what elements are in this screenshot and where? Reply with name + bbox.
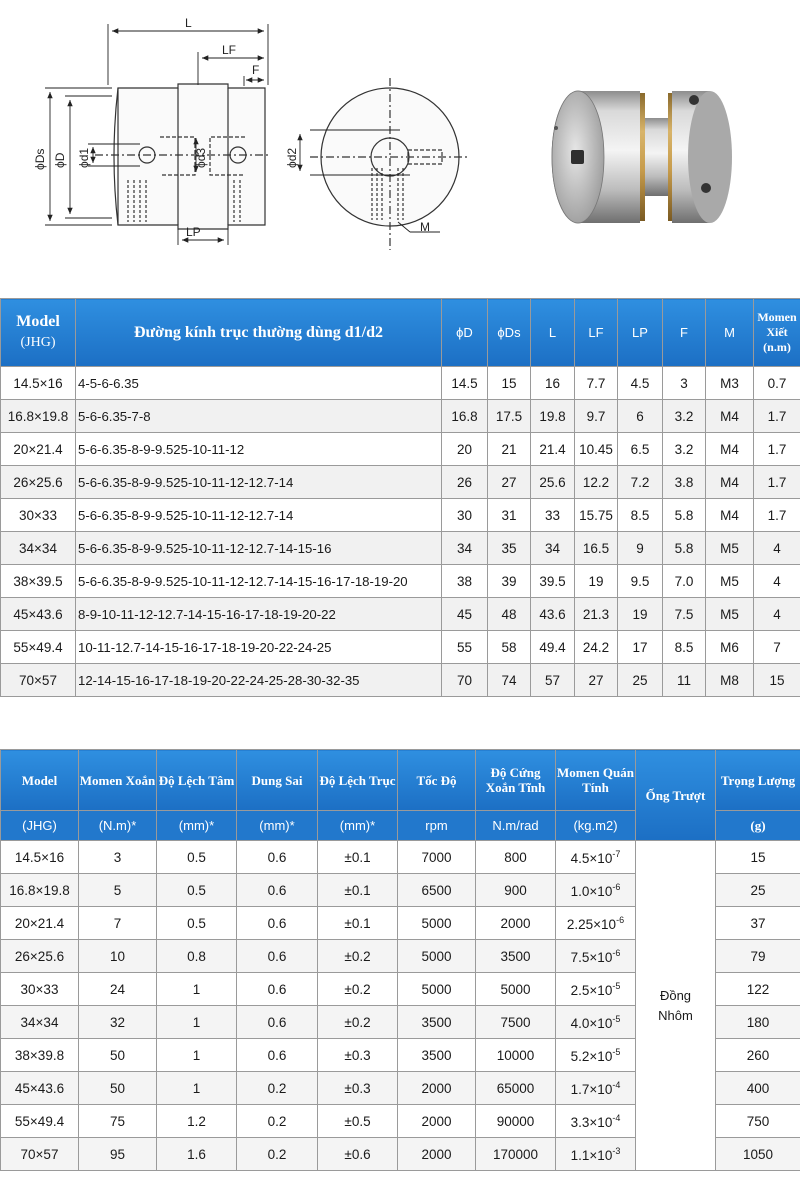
cell-stiffness: 10000 (476, 1039, 556, 1072)
cell-model: 38×39.8 (1, 1039, 79, 1072)
header-weight: Trọng Lượng (716, 750, 800, 811)
cell-model: 14.5×16 (1, 367, 76, 400)
cell-tolerance: 0.2 (237, 1138, 318, 1171)
cell-bores: 10-11-12.7-14-15-16-17-18-19-20-22-24-25 (76, 631, 442, 664)
cell-M: M5 (706, 532, 754, 565)
dim-label-M: M (420, 220, 430, 234)
cell-M: M4 (706, 433, 754, 466)
cell-F: 3.8 (663, 466, 706, 499)
cell-weight: 25 (716, 874, 800, 907)
cell-LF: 9.7 (575, 400, 618, 433)
cell-D: 45 (442, 598, 488, 631)
cell-inertia (556, 907, 636, 940)
cell-tolerance: 0.2 (237, 1105, 318, 1138)
cell-D: 70 (442, 664, 488, 697)
cell-weight: 260 (716, 1039, 800, 1072)
cell-model: 26×25.6 (1, 940, 79, 973)
inertia-exponent: -5 (612, 980, 621, 991)
cell-angular: ±0.1 (318, 841, 398, 874)
cell-weight: 37 (716, 907, 800, 940)
cell-D: 20 (442, 433, 488, 466)
cell-parallel: 0.5 (157, 874, 237, 907)
dim-label-F: F (252, 63, 260, 77)
cell-Ds: 21 (488, 433, 531, 466)
cell-inertia (556, 1105, 636, 1138)
cell-LP: 17 (618, 631, 663, 664)
cell-tolerance: 0.6 (237, 907, 318, 940)
cell-torque: 3 (79, 841, 157, 874)
cell-M: M3 (706, 367, 754, 400)
cell-model: 38×39.5 (1, 565, 76, 598)
cell-model: 20×21.4 (1, 433, 76, 466)
dim-label-LF: LF (222, 43, 237, 57)
cell-angular: ±0.1 (318, 907, 398, 940)
header-tightening-torque: Momen Xiết (n.m) (754, 299, 800, 367)
cell-LP: 4.5 (618, 367, 663, 400)
cell-torque: 5 (79, 874, 157, 907)
inertia-exponent: -5 (612, 1013, 621, 1024)
cell-LF: 16.5 (575, 532, 618, 565)
cell-speed: 3500 (398, 1039, 476, 1072)
cell-angular: ±0.2 (318, 973, 398, 1006)
cell-model: 70×57 (1, 664, 76, 697)
inertia-base: 2.5×10 (570, 982, 613, 998)
cell-F: 8.5 (663, 631, 706, 664)
unit-speed: rpm (398, 811, 476, 841)
cell-F: 11 (663, 664, 706, 697)
cell-torque: 32 (79, 1006, 157, 1039)
header-D: ϕD (442, 299, 488, 367)
cell-Ds: 31 (488, 499, 531, 532)
material-line1: Đồng (659, 987, 692, 1003)
cell-parallel: 1.2 (157, 1105, 237, 1138)
inertia-base: 3.3×10 (570, 1114, 613, 1130)
cell-stiffness: 65000 (476, 1072, 556, 1105)
cell-torque: 4 (754, 598, 800, 631)
cell-M: M8 (706, 664, 754, 697)
coupling-product-illustration (552, 91, 732, 223)
cell-tolerance: 0.6 (237, 973, 318, 1006)
cell-inertia (556, 1006, 636, 1039)
header-M: M (706, 299, 754, 367)
cell-weight: 750 (716, 1105, 800, 1138)
cell-tolerance: 0.6 (237, 1006, 318, 1039)
cell-model: 45×43.6 (1, 598, 76, 631)
header-bore-diameters: Đường kính trục thường dùng d1/d2 (76, 299, 442, 367)
cell-model: 30×33 (1, 973, 79, 1006)
cell-F: 3.2 (663, 433, 706, 466)
inertia-base: 1.1×10 (570, 1147, 613, 1163)
cell-torque: 1.7 (754, 400, 800, 433)
cell-torque: 15 (754, 664, 800, 697)
table-row (1, 841, 800, 874)
unit-stiffness: N.m/rad (476, 811, 556, 841)
table-header-row (1, 299, 800, 367)
cell-bores: 12-14-15-16-17-18-19-20-22-24-25-28-30-32-35 (76, 664, 442, 697)
cell-bores: 4-5-6-6.35 (76, 367, 442, 400)
cell-speed: 5000 (398, 973, 476, 1006)
inertia-base: 1.7×10 (570, 1081, 613, 1097)
cell-Ds: 27 (488, 466, 531, 499)
cell-torque: 50 (79, 1072, 157, 1105)
cell-L: 21.4 (531, 433, 575, 466)
cell-weight: 1050 (716, 1138, 800, 1171)
cell-tolerance: 0.6 (237, 940, 318, 973)
header-torsional-stiffness: Độ Cứng Xoắn Tĩnh (476, 750, 556, 811)
cell-L: 25.6 (531, 466, 575, 499)
cell-tolerance: 0.2 (237, 1072, 318, 1105)
cell-weight: 400 (716, 1072, 800, 1105)
inertia-exponent: -7 (612, 848, 621, 859)
unit-weight: (g) (716, 811, 800, 841)
cell-torque: 1.7 (754, 499, 800, 532)
table-row (1, 367, 800, 400)
table-header-row (1, 750, 800, 811)
cell-LF: 7.7 (575, 367, 618, 400)
cell-parallel: 1 (157, 1072, 237, 1105)
cell-F: 3 (663, 367, 706, 400)
cell-torque: 10 (79, 940, 157, 973)
cell-L: 34 (531, 532, 575, 565)
cell-F: 5.8 (663, 499, 706, 532)
technical-drawings (0, 0, 800, 290)
inertia-base: 1.0×10 (570, 883, 613, 899)
cell-M: M4 (706, 499, 754, 532)
header-model: Model (JHG) (1, 299, 76, 367)
cell-parallel: 0.8 (157, 940, 237, 973)
cell-LP: 6.5 (618, 433, 663, 466)
cell-torque: 7 (754, 631, 800, 664)
cell-L: 49.4 (531, 631, 575, 664)
cell-LF: 27 (575, 664, 618, 697)
cell-Ds: 17.5 (488, 400, 531, 433)
dim-label-d2: ϕd2 (285, 147, 299, 168)
cell-LP: 9.5 (618, 565, 663, 598)
cell-parallel: 1 (157, 1039, 237, 1072)
cell-model: 34×34 (1, 532, 76, 565)
dim-label-d1: ϕd1 (77, 147, 91, 168)
cell-inertia (556, 1138, 636, 1171)
cell-angular: ±0.3 (318, 1072, 398, 1105)
inertia-exponent: -3 (612, 1145, 621, 1156)
cell-model: 55×49.4 (1, 1105, 79, 1138)
table-row (1, 664, 800, 697)
header-sleeve-material: Ống Trượt (636, 750, 716, 841)
cell-LF: 15.75 (575, 499, 618, 532)
header-speed: Tốc Độ (398, 750, 476, 811)
table-row (1, 466, 800, 499)
cell-stiffness: 5000 (476, 973, 556, 1006)
cell-L: 39.5 (531, 565, 575, 598)
cell-speed: 2000 (398, 1105, 476, 1138)
header-L: L (531, 299, 575, 367)
cell-torque: 1.7 (754, 466, 800, 499)
performance-spec-table (0, 749, 800, 1171)
cell-M: M4 (706, 400, 754, 433)
cell-LF: 19 (575, 565, 618, 598)
unit-tolerance: (mm)* (237, 811, 318, 841)
inertia-base: 4.0×10 (570, 1015, 613, 1031)
inertia-exponent: -6 (612, 947, 621, 958)
unit-inertia: (kg.m2) (556, 811, 636, 841)
cell-angular: ±0.5 (318, 1105, 398, 1138)
cell-LF: 10.45 (575, 433, 618, 466)
cell-inertia (556, 973, 636, 1006)
cell-model: 30×33 (1, 499, 76, 532)
dim-label-Ds: ϕDs (33, 148, 47, 170)
header-Ds: ϕDs (488, 299, 531, 367)
cell-speed: 7000 (398, 841, 476, 874)
cell-speed: 2000 (398, 1138, 476, 1171)
cell-F: 3.2 (663, 400, 706, 433)
header-LF: LF (575, 299, 618, 367)
cell-L: 33 (531, 499, 575, 532)
cell-Ds: 39 (488, 565, 531, 598)
cell-Ds: 58 (488, 631, 531, 664)
cell-L: 43.6 (531, 598, 575, 631)
cell-D: 55 (442, 631, 488, 664)
cell-tolerance: 0.6 (237, 841, 318, 874)
cell-torque: 1.7 (754, 433, 800, 466)
table-row (1, 598, 800, 631)
cell-D: 30 (442, 499, 488, 532)
cell-M: M6 (706, 631, 754, 664)
cell-L: 19.8 (531, 400, 575, 433)
cell-parallel: 1 (157, 973, 237, 1006)
cell-torque: 7 (79, 907, 157, 940)
unit-parallel: (mm)* (157, 811, 237, 841)
cell-bores: 5-6-6.35-8-9-9.525-10-11-12-12.7-14 (76, 466, 442, 499)
table-row (1, 631, 800, 664)
inertia-exponent: -6 (616, 914, 625, 925)
unit-angular: (mm)* (318, 811, 398, 841)
cell-stiffness: 90000 (476, 1105, 556, 1138)
header-F: F (663, 299, 706, 367)
cell-inertia (556, 1039, 636, 1072)
cell-bores: 5-6-6.35-8-9-9.525-10-11-12 (76, 433, 442, 466)
inertia-base: 5.2×10 (570, 1048, 613, 1064)
cell-angular: ±0.2 (318, 940, 398, 973)
inertia-base: 4.5×10 (570, 850, 613, 866)
cell-angular: ±0.6 (318, 1138, 398, 1171)
cell-parallel: 1 (157, 1006, 237, 1039)
header-model: Model (1, 750, 79, 811)
cell-tolerance: 0.6 (237, 874, 318, 907)
cell-torque: 75 (79, 1105, 157, 1138)
cell-model: 34×34 (1, 1006, 79, 1039)
inertia-exponent: -4 (612, 1079, 621, 1090)
cell-torque: 0.7 (754, 367, 800, 400)
cell-LP: 9 (618, 532, 663, 565)
header-parallel-misalignment: Độ Lệch Tâm (157, 750, 237, 811)
inertia-base: 2.25×10 (566, 916, 617, 932)
cell-parallel: 0.5 (157, 841, 237, 874)
table-row (1, 565, 800, 598)
inertia-exponent: -5 (612, 1046, 621, 1057)
cell-parallel: 1.6 (157, 1138, 237, 1171)
cell-D: 16.8 (442, 400, 488, 433)
header-angular-misalignment: Độ Lệch Trục (318, 750, 398, 811)
cell-LP: 25 (618, 664, 663, 697)
cell-LF: 12.2 (575, 466, 618, 499)
cell-M: M5 (706, 565, 754, 598)
material-line2: Nhôm (658, 1007, 693, 1023)
dim-label-LP: LP (186, 225, 201, 239)
cell-torque: 4 (754, 532, 800, 565)
cell-L: 16 (531, 367, 575, 400)
inertia-base: 7.5×10 (570, 949, 613, 965)
cell-weight: 122 (716, 973, 800, 1006)
cell-LF: 24.2 (575, 631, 618, 664)
inertia-exponent: -4 (612, 1112, 621, 1123)
dim-label-D: ϕD (53, 152, 67, 168)
dim-label-L: L (185, 16, 192, 30)
cell-parallel: 0.5 (157, 907, 237, 940)
cell-speed: 5000 (398, 907, 476, 940)
cell-tolerance: 0.6 (237, 1039, 318, 1072)
cell-F: 7.0 (663, 565, 706, 598)
cell-inertia (556, 874, 636, 907)
cell-stiffness: 3500 (476, 940, 556, 973)
cell-LP: 19 (618, 598, 663, 631)
cell-model: 20×21.4 (1, 907, 79, 940)
cell-torque: 95 (79, 1138, 157, 1171)
inertia-exponent: -6 (612, 881, 621, 892)
cell-torque: 50 (79, 1039, 157, 1072)
cell-Ds: 35 (488, 532, 531, 565)
cell-speed: 2000 (398, 1072, 476, 1105)
cell-weight: 15 (716, 841, 800, 874)
cell-sleeve-material (636, 841, 716, 1171)
cell-model: 16.8×19.8 (1, 400, 76, 433)
dimension-spec-table (0, 298, 800, 697)
header-tolerance: Dung Sai (237, 750, 318, 811)
cell-stiffness: 2000 (476, 907, 556, 940)
cell-M: M5 (706, 598, 754, 631)
cell-inertia (556, 940, 636, 973)
cell-torque: 4 (754, 565, 800, 598)
dim-label-d3: ϕd3 (194, 147, 208, 168)
cell-model: 70×57 (1, 1138, 79, 1171)
cell-LP: 8.5 (618, 499, 663, 532)
header-moment-of-inertia: Momen Quán Tính (556, 750, 636, 811)
cell-F: 7.5 (663, 598, 706, 631)
cell-model: 55×49.4 (1, 631, 76, 664)
cell-speed: 5000 (398, 940, 476, 973)
cell-LP: 7.2 (618, 466, 663, 499)
cell-model: 16.8×19.8 (1, 874, 79, 907)
cell-D: 34 (442, 532, 488, 565)
cell-F: 5.8 (663, 532, 706, 565)
table-row (1, 532, 800, 565)
cell-weight: 180 (716, 1006, 800, 1039)
cell-angular: ±0.3 (318, 1039, 398, 1072)
cell-M: M4 (706, 466, 754, 499)
cell-torque: 24 (79, 973, 157, 1006)
header-torque: Momen Xoắn (79, 750, 157, 811)
table-row (1, 433, 800, 466)
cell-bores: 5-6-6.35-8-9-9.525-10-11-12-12.7-14-15-16 (76, 532, 442, 565)
cell-LP: 6 (618, 400, 663, 433)
cell-bores: 5-6-6.35-8-9-9.525-10-11-12-12.7-14 (76, 499, 442, 532)
cell-LF: 21.3 (575, 598, 618, 631)
cell-Ds: 74 (488, 664, 531, 697)
cell-bores: 5-6-6.35-7-8 (76, 400, 442, 433)
cell-stiffness: 170000 (476, 1138, 556, 1171)
cell-weight: 79 (716, 940, 800, 973)
coupling-side-view-drawing (0, 0, 800, 290)
cell-stiffness: 7500 (476, 1006, 556, 1039)
cell-angular: ±0.1 (318, 874, 398, 907)
cell-D: 14.5 (442, 367, 488, 400)
unit-torque: (N.m)* (79, 811, 157, 841)
table-row (1, 499, 800, 532)
cell-model: 45×43.6 (1, 1072, 79, 1105)
cell-bores: 5-6-6.35-8-9-9.525-10-11-12-12.7-14-15-16-17-18-19-20 (76, 565, 442, 598)
cell-speed: 3500 (398, 1006, 476, 1039)
header-LP: LP (618, 299, 663, 367)
cell-angular: ±0.2 (318, 1006, 398, 1039)
cell-L: 57 (531, 664, 575, 697)
cell-stiffness: 900 (476, 874, 556, 907)
cell-D: 26 (442, 466, 488, 499)
cell-bores: 8-9-10-11-12-12.7-14-15-16-17-18-19-20-22 (76, 598, 442, 631)
cell-stiffness: 800 (476, 841, 556, 874)
cell-inertia (556, 1072, 636, 1105)
table-row (1, 400, 800, 433)
cell-inertia (556, 841, 636, 874)
cell-speed: 6500 (398, 874, 476, 907)
cell-D: 38 (442, 565, 488, 598)
cell-model: 26×25.6 (1, 466, 76, 499)
unit-model: (JHG) (1, 811, 79, 841)
cell-Ds: 48 (488, 598, 531, 631)
cell-model: 14.5×16 (1, 841, 79, 874)
cell-Ds: 15 (488, 367, 531, 400)
